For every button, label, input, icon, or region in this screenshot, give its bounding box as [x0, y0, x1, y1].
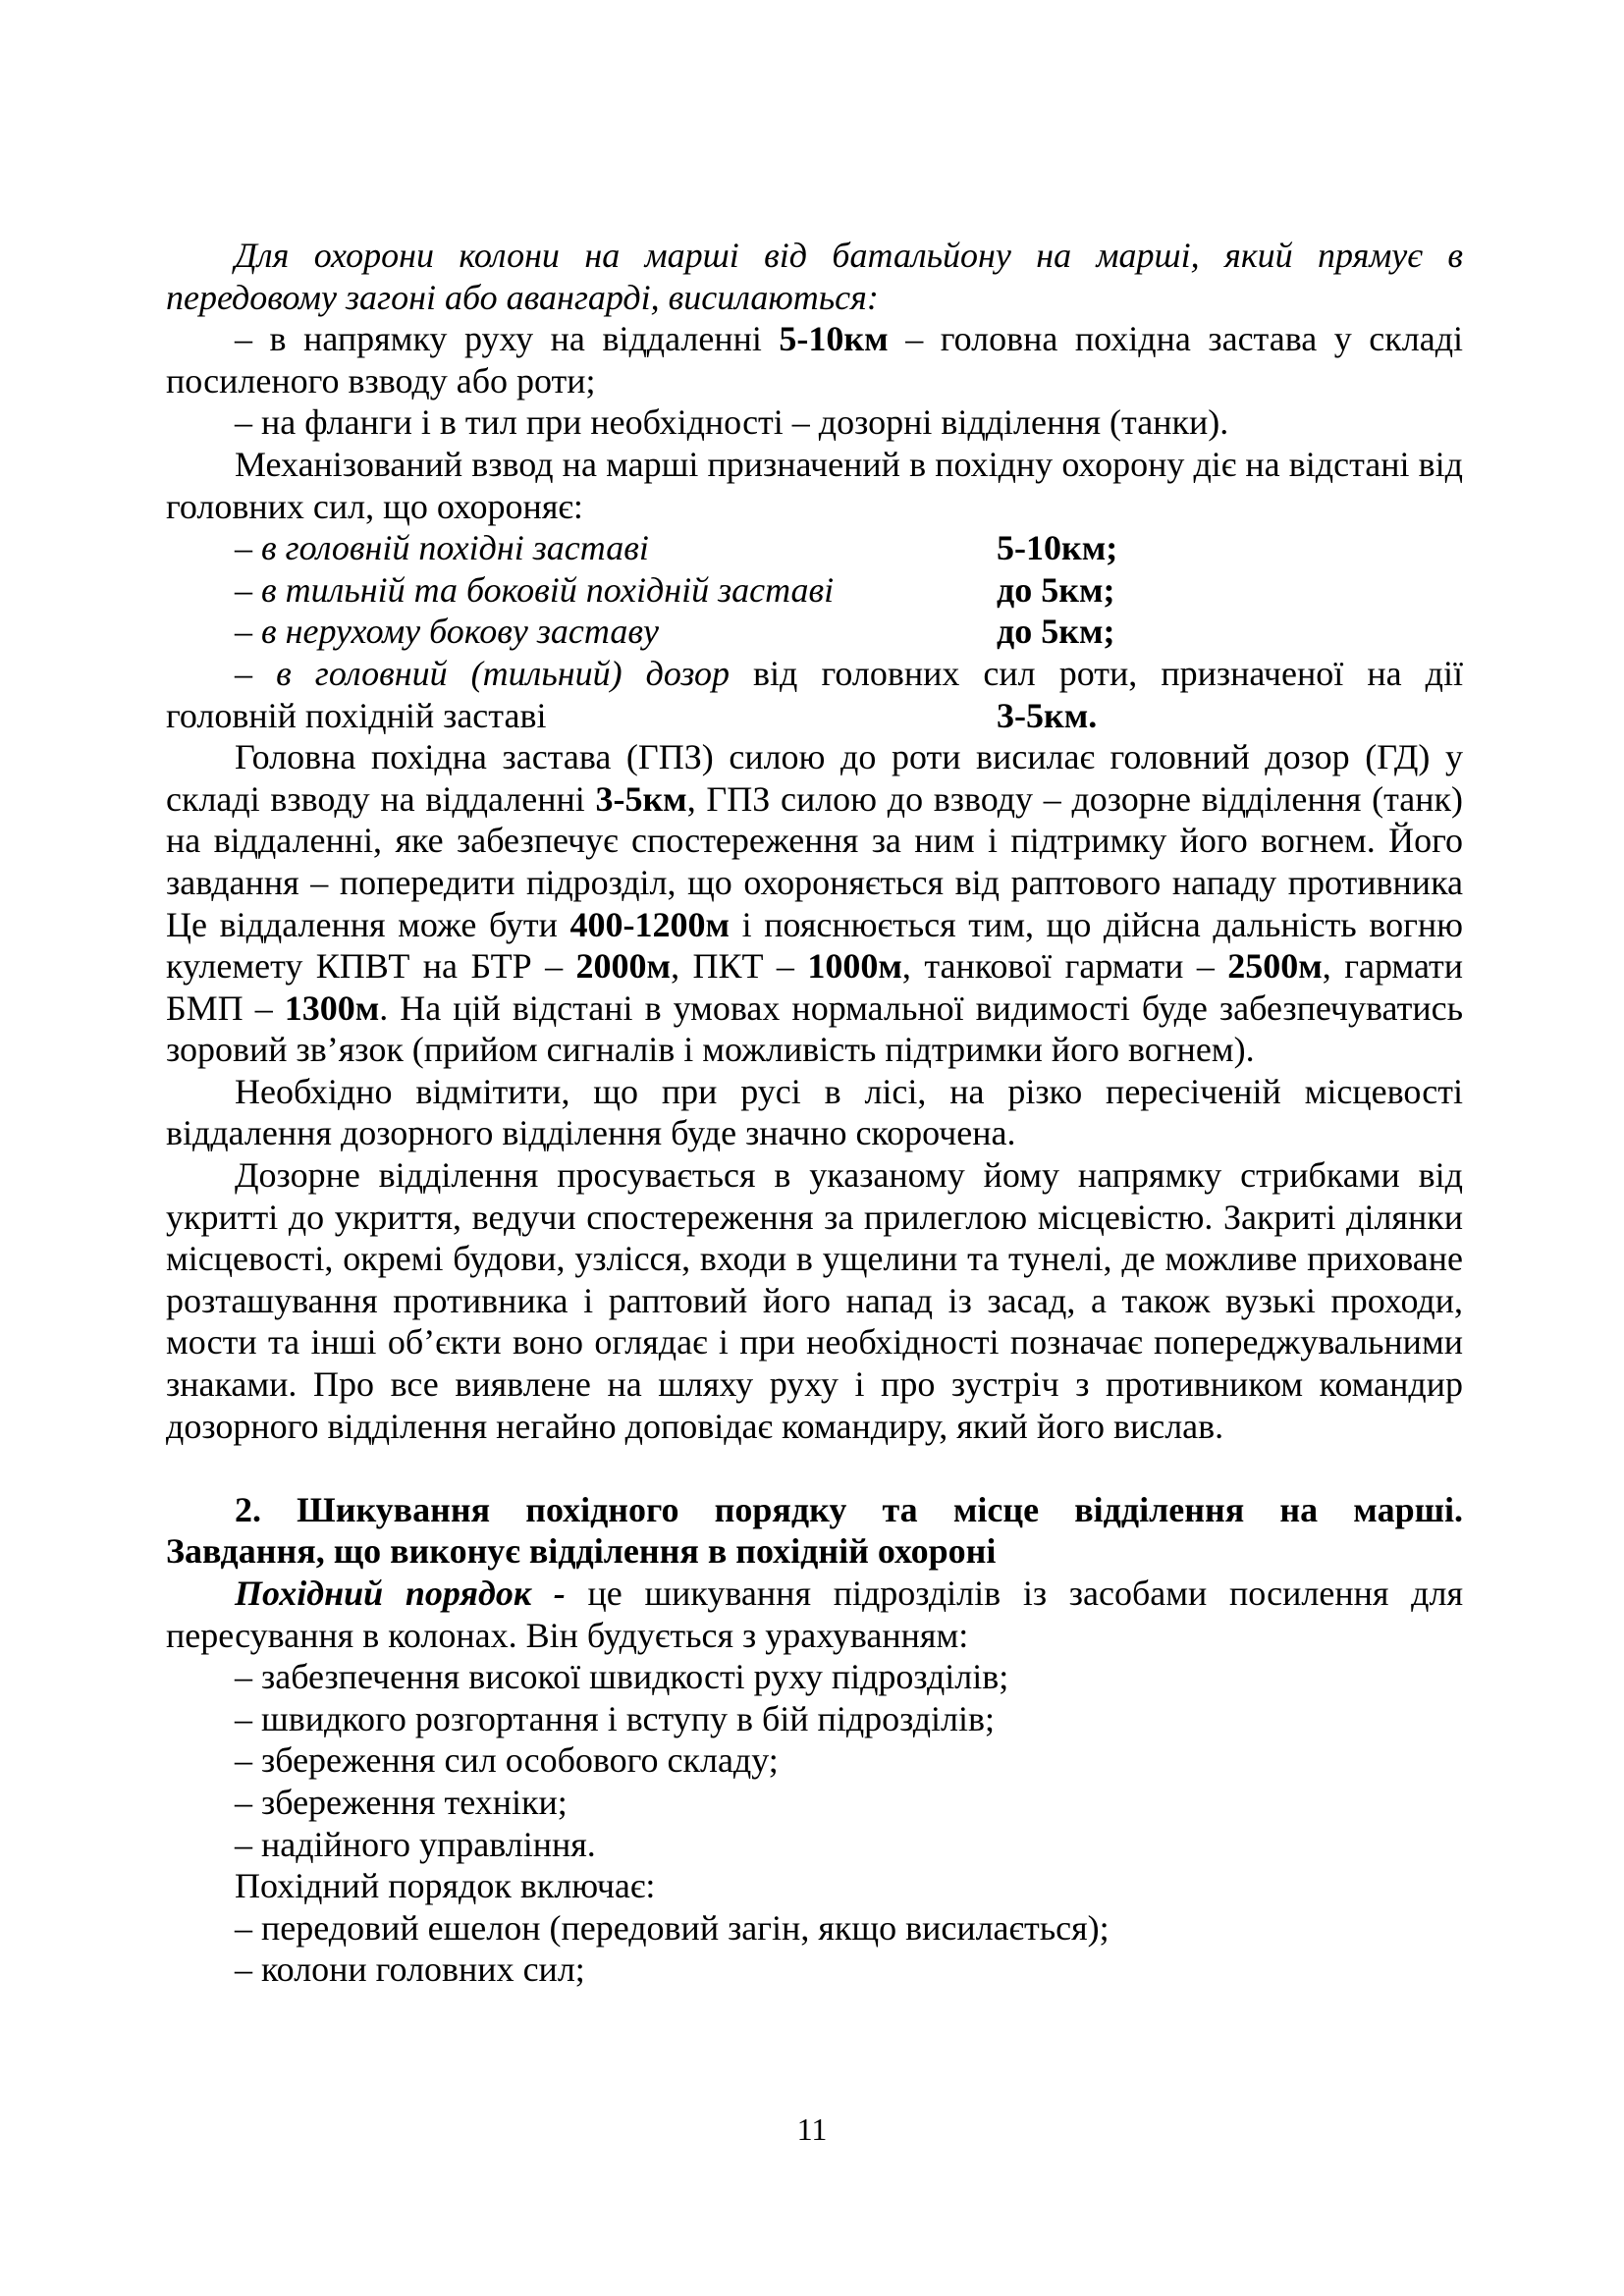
- list-item: – передовий ешелон (передовий загін, якщо висилається);: [235, 1907, 1110, 1948]
- gpz-distance-value: 1300м: [284, 988, 380, 1028]
- distance-row: [166, 527, 1463, 569]
- distance-value: 5-10км: [779, 319, 889, 359]
- list-item: – швидкого розгортання і вступу в бій підрозділів;: [235, 1698, 995, 1738]
- distance-row-label: – в нерухому бокову заставу: [235, 612, 659, 652]
- paragraph-gpz: [166, 736, 1463, 1071]
- distance-row-label: – в тильній та боковій похідній заставі: [235, 569, 835, 610]
- dozor-row-label: головній похідній заставі: [166, 695, 547, 735]
- blank-line: [166, 1447, 1463, 1489]
- dozor-rest-text: від головних сил роти, призначеної на дії: [729, 653, 1463, 693]
- paragraph-includes: Похідний порядок включає:: [235, 1866, 656, 1906]
- list-item: – збереження техніки;: [235, 1782, 568, 1822]
- list-item: – збереження сил особового складу;: [235, 1740, 779, 1781]
- gpz-text: і пояснюється тим, що дійсна дальність вогню кулемету КПВТ на БТР –: [166, 904, 1463, 987]
- distance-row-value: до 5км;: [997, 569, 1115, 610]
- list-item-flanks: – на фланги і в тил при необхідності – дозорні відділення (танки).: [235, 402, 1229, 443]
- gpz-text: , ПКТ –: [671, 946, 808, 987]
- paragraph-mech: Механізований взвод на марші призначений в похідну охорону діє на відстані від головних сил, що охороняє:: [166, 444, 1463, 526]
- paragraph-dozor-line1: [166, 653, 1463, 695]
- gpz-text: Головна похідна застава (ГПЗ) силою до роти висилає головний дозор (ГД) у складі взводу на віддаленні: [166, 737, 1463, 819]
- gpz-text: , гармати БМП –: [166, 946, 1464, 1028]
- distance-row-value: 5-10км;: [997, 528, 1118, 568]
- distance-row-label: – в головній похідні заставі: [235, 528, 649, 568]
- gpz-distance-value: 2000м: [575, 946, 672, 987]
- distance-row: [166, 569, 1463, 612]
- paragraph-note: Необхідно відмітити, що при русі в лісі, на різко пересіченій місцевості віддалення дозорного відділення буде значно скорочена.: [166, 1071, 1463, 1153]
- gpz-text: , танкової гармати –: [901, 946, 1228, 987]
- paragraph-intro: Для охорони колони на марші від батальйону на марші, який прямує в передовому загоні або авангарді, висилаються:: [166, 236, 1463, 317]
- order-definition: це шикування підрозділів із засобами посилення для пересування в колонах. Він будується з урахуванням:: [166, 1574, 1464, 1655]
- list-item: – надійного управління.: [235, 1824, 596, 1864]
- list-item: – колони головних сил;: [235, 1949, 585, 1990]
- section-heading-line1: 2. Шикування похідного порядку та місце відділення на марші.: [235, 1489, 1463, 1529]
- gpz-distance-value: 400-1200м: [569, 904, 731, 944]
- section-heading-line2: Завдання, що виконує відділення в похідній охороні: [166, 1531, 997, 1572]
- dozor-row-value: 3-5км.: [997, 695, 1098, 735]
- page-body: [166, 235, 1463, 1991]
- distance-row-value: до 5км;: [997, 612, 1115, 652]
- page-number: 11: [796, 2111, 828, 2147]
- paragraph-dozor-line2: [166, 695, 1463, 737]
- gpz-text: , ГПЗ силою до взводу – дозорне відділення (танк) на віддаленні, яке забезпечує спостереження за ним і підтримку його вогнем. Його завдання – попередити підрозділ, що охороняється від раптового нападу противника Це віддалення може бути: [166, 778, 1463, 944]
- paragraph-dozorne: Дозорне відділення просувається в указаному йому напрямку стрибками від укритті до укриття, ведучи спостереження за прилеглою місцевістю. Закриті ділянки місцевості, окремі будови, узлісся, входи в ущелини та тунелі, де можливе приховане розташування противника і раптовий його напад із засад, а також вузькі проходи, мости та інші об’єкти воно оглядає і при необхідності позначає попереджувальними знаками. Про все виявлене на шляху руху і про зустріч з противником командир дозорного відділення негайно доповідає командиру, який його вислав.: [166, 1155, 1463, 1446]
- order-term: Похідний порядок -: [235, 1574, 566, 1613]
- paragraph-order: [166, 1573, 1463, 1656]
- list-item-direction-text: – в напрямку руху на віддаленні: [235, 319, 780, 359]
- list-item: – забезпечення високої швидкості руху підрозділів;: [235, 1657, 1009, 1697]
- list-item-direction-text: – головна похідна застава у складі посиленого взводу або роти;: [166, 319, 1464, 400]
- gpz-distance-value: 3-5км: [595, 778, 687, 819]
- gpz-distance-value: 2500м: [1227, 946, 1323, 987]
- dozor-lead-text: – в головний (тильний) дозор: [235, 653, 730, 693]
- list-item-direction: [166, 318, 1463, 401]
- distance-row: [166, 611, 1463, 653]
- gpz-distance-value: 1000м: [807, 946, 902, 987]
- gpz-text: . На цій відстані в умовах нормальної видимості буде забезпечуватись зоровий зв’язок (прийом сигналів і можливість підтримки його вогнем).: [166, 988, 1463, 1070]
